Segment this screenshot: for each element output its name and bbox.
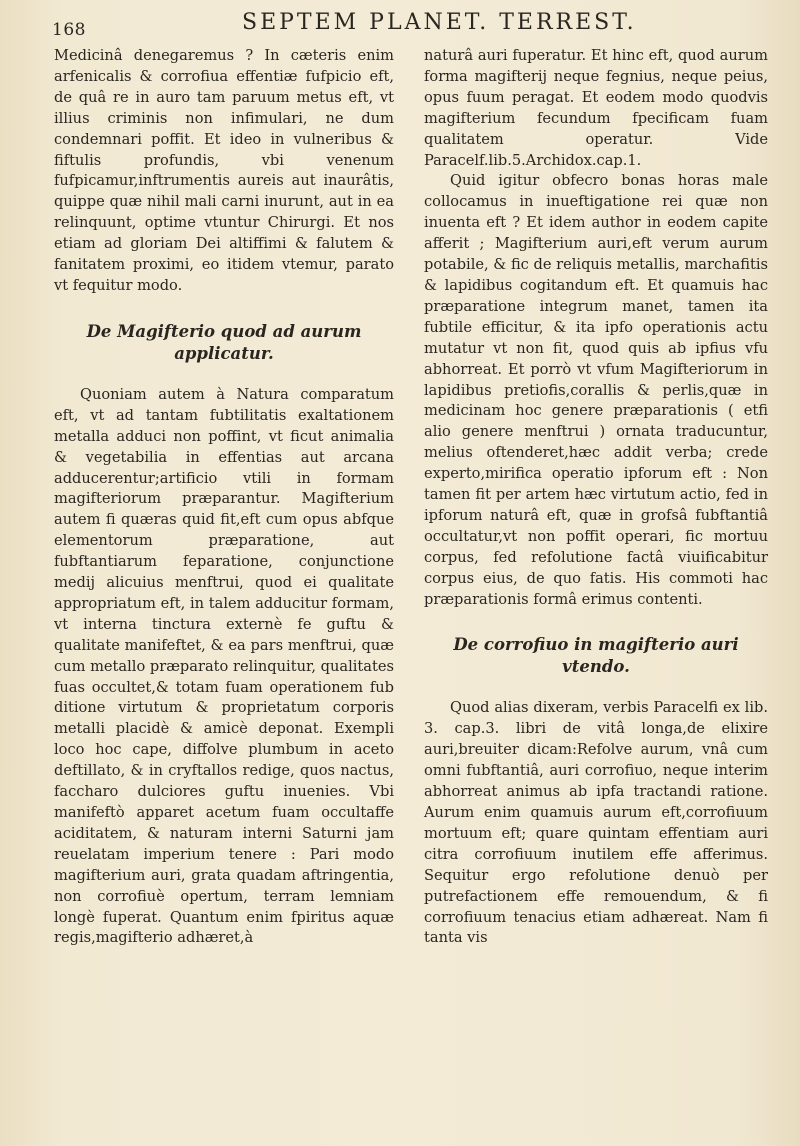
paragraph: Quod alias dixeram, verbis Paracelfi ex lib. 3. cap.3. libri de vitâ longa,de elixire auri,breuiter dicam:Refolve aurum, vnâ cum omni fubftantiâ, auri corrofiuo, neque interim abhorreat animus ab ipfa tractandi ratione. Aurum enim quamuis aurum eft,corrofiuum mortuum eft; quare quintam effentiam auri citra corrofiuum inutilem effe afferimus. Sequitur ergo refolutione denuò per putrefactionem effe remouendum, & fi corrofiuum tenacius etiam adhæreat. Nam fi tanta vis	[424, 699, 768, 947]
section-heading: De Magifterio quod ad aurum applicatur.	[86, 321, 362, 363]
paragraph: Medicinâ denegaremus ? In cæteris enim arfenicalis & corrofiua effentiæ fufpicio eft, de quâ re in auro tam paruum metus eft, vt illius criminis non infimulari, ne dum condemnari poffit. Et ideo in vulneribus & fiftulis profundis, vbi venenum fufpicamur,inftrumentis aureis aut inaurâtis, quippe quæ nihil mali carni inurunt, aut in ea relinquunt, optime vtuntur Chirurgi. Et nos etiam ad gloriam Dei altiffimi & falutem & fanitatem proximi, eo itidem vtemur, parato vt fequitur modo.	[54, 47, 394, 294]
running-title: SEPTEM PLANET. TERREST.	[242, 10, 637, 35]
section-heading: De corrofiuo in magifterio auri vtendo.	[453, 635, 739, 677]
page-header	[52, 8, 772, 48]
paragraph: Quid igitur obfecro bonas horas male collocamus in inueftigatione rei quæ non inuenta eft ? Et idem author in eodem capite afferit ; Magifterium auri,eft verum aurum potabile, & fic de reliquis metallis, marchafitis & lapidibus cogitandum eft. Et quamuis hac præparatione integrum manet, tamen ita fubtile efficitur, & ita ipfo operationis actu mutatur vt non fit, quod quis ab ipfius vfu abhorreat. Et porrò vt vfum Magifteriorum in lapidibus pretiofis,corallis & perlis,quæ in medicinam hoc genere præparationis ( etfi alio genere menftrui ) ornata traducuntur, melius oftenderet,hæc addit verba; crede experto,mirifica operatio ipforum eft : Non tamen fit per artem hæc virtutum actio, fed in ipforum naturâ eft, quæ in grofsâ fubftantiâ occultatur,vt non poffit operari, fic mortuu corpus, fed refolutione factâ viuificabitur corpus eius, de quo fatis. His commoti hac præparationis formâ erimus contenti.	[424, 172, 768, 608]
paragraph: Quoniam autem à Natura comparatum eft, vt ad tantam fubtilitatis exaltationem metalla adduci non poffint, vt ficut animalia & vegetabilia in effentias aut arcana adducerentur;artificio vtili in formam magifteriorum præparantur. Magifterium autem fi quæras quid fit,eft cum opus abfque elementorum præparatione, aut fubftantiarum feparatione, conjunctione medij alicuius menftrui, quod ei qualitate appropriatum eft, in talem adducitur formam, vt interna tinctura externè fe guftu & qualitate manifeftet, & ea pars menftrui, quæ cum metallo præparato relinquitur, qualitates fuas occultet,& totam fuam operationem fub ditione virtutum & proprietatum corporis metalli placidè & amicè deponat. Exempli loco hoc cape, diffolve plumbum in aceto deftillato, & in cryftallos redige, quos nactus, faccharo dulciores guftu inuenies. Vbi manifeftò apparet acetum fuam occultaffe aciditatem, & naturam interni Saturni jam reuelatam imperium tenere : Pari modo magifterium auri, grata quadam aftringentia, non corrofiuè opertum, terram lemniam longè fuperat. Quantum enim fpiritus aquæ regis,magifterio adhæret,à	[54, 385, 394, 947]
paragraph: naturâ auri fuperatur. Et hinc eft, quod aurum forma magifterij neque fegnius, neque peius, opus fuum peragat. Et eodem modo quodvis magifterium fecundum fpecificam fuam qualitatem operatur. Vide Paracelf.lib.5.Archidox.cap.1.	[424, 47, 768, 169]
right-column	[424, 46, 768, 949]
page-number: 168	[52, 20, 86, 40]
left-column	[54, 46, 394, 949]
